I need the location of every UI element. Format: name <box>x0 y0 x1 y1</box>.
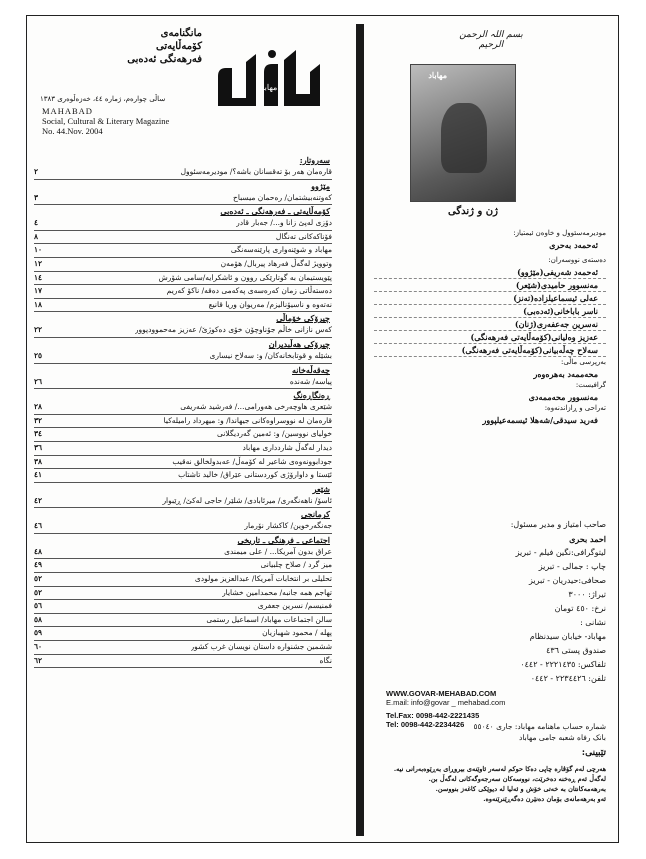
toc-entry-title: دیدار لەگەڵ شاردداری مهاباد <box>242 442 332 452</box>
notice-line: لەگەڵ ئەم ڕەخنە دەخرێت، نووسەکان سەرجەوگەکانی لەگەڵ بن. <box>428 775 606 783</box>
toc-section-heading: ڕەنگاڕەنگ <box>293 390 330 401</box>
toc-section-heading: شێعر <box>312 483 330 494</box>
notice-line: هەرچی لەم گۆڤارە چاپی دەکا حوکم لەسەر ئاوێنەی بیروڕای بەڕێوەبەرانی نیە. <box>393 765 606 773</box>
toc-entry-title: نەتەوە و ناسیۆنالیزم/ مەریوان وریا قانیع <box>208 299 332 309</box>
toc-section-heading: چەقەڵەخانە <box>292 364 330 375</box>
imprint-line: نشانی : <box>580 618 606 627</box>
toc-entry <box>34 415 332 429</box>
toc-entry-title: قارەمان هەر بۆ تەقسانان باشە؟/ مودیرمەسئوول <box>180 167 332 176</box>
imprint-line: نرخ: ٤٥٠ تومان <box>554 604 606 613</box>
toc-entry-page: ٤١ <box>34 470 43 480</box>
imprint-line: صاحب امتیاز و مدیر مسئول: <box>510 520 606 529</box>
bank-account: شماره حساب ماهنامه مهاباد: جاری ٥٥٠٤٠ <box>473 722 606 731</box>
masthead-subtitle-2: کۆمەڵایەتی <box>155 41 202 52</box>
toc-entry <box>34 587 332 601</box>
toc-entry-page: ١٨ <box>34 299 43 309</box>
toc-entry-page: ٥٨ <box>34 614 43 624</box>
toc-entry-title: قارەمان لە نووسراوەکانی جیهاندا/ و: میهرداد رامیلەکیا <box>163 415 332 425</box>
graphic-label: گرافیست: <box>575 381 606 389</box>
toc-entry <box>34 272 332 286</box>
toc-entry-title: میز گرد / صلاح چلبیانی <box>260 560 332 570</box>
toc-list <box>34 154 332 668</box>
toc-entry <box>34 350 332 364</box>
toc-entry-page: ١٠ <box>34 245 43 255</box>
imprint-line: مهاباد- خیابان سیدنظام <box>529 632 606 641</box>
toc-entry-page: ٣ <box>34 192 39 202</box>
cover-figure <box>441 103 487 173</box>
toc-entry-page: ٢٦ <box>34 376 43 386</box>
toc-entry-page: ٥٢ <box>34 574 43 584</box>
toc-entry-title: فمنیسم/ نسرین جعفری <box>257 601 332 611</box>
masthead-subtitle-3 <box>127 54 202 65</box>
toc-section-heading: کرمانجی <box>300 509 330 520</box>
persian-imprint <box>374 518 606 686</box>
toc-entry-title: جودابوونەوەی شاعیر لە کۆمەڵ/ عەبدولخالق نەقیب <box>172 456 332 466</box>
toc-entry-title: ششمین جشنواره داستان نویسان غرب کشور <box>190 642 332 652</box>
toc-entry-page: ٦٠ <box>34 642 43 652</box>
editorial-board-member: ئەحمەد شەریفی(مێژوو) <box>374 266 606 279</box>
editorial-board-member: ناسر باباخانی(ئەدەبی) <box>374 305 606 318</box>
graphic-name: مەنسوور محەممەدی <box>528 392 598 402</box>
imprint-line: تیراژ: ٣٠٠٠ <box>568 590 606 599</box>
toc-entry <box>34 231 332 245</box>
toc-entry-title: مهاباد و شوێنەواری پارێنەسەنگی <box>230 245 332 255</box>
toc-entry-page: ٤٩ <box>34 560 43 570</box>
owner-label: مودیرمەسئوول و خاوەن ئیمتیاز: <box>513 229 606 237</box>
toc-entry <box>34 442 332 456</box>
masthead-subtitle-4-text: ئەدەبی <box>127 54 157 65</box>
toc-entry <box>34 244 332 258</box>
toc-entry <box>34 192 332 206</box>
editorial-board-member: سەلاح چەڵەبیانی(کۆمەڵایەتی فەرهەنگی) <box>374 344 606 357</box>
masthead-subtitle-1: مانگنامەی <box>160 28 202 39</box>
masthead <box>34 24 332 152</box>
vertical-black-bar <box>356 24 364 836</box>
toc-entry <box>34 655 332 669</box>
toc-entry-title: جەنگەرخوین/ کاکشار نۆرمار <box>244 521 332 531</box>
toc-entry <box>34 559 332 573</box>
toc-entry-title: دۆزی لەپێ زانا و.../ جەبار قادر <box>236 218 332 228</box>
masthead-subtitle-3-text: فەرهەنگی <box>159 54 202 65</box>
toc-entry-title: وتوویژ لەگەڵ فەرهاد پیربال/ هۆمەن <box>220 258 332 268</box>
imprint-line: لیتوگرافی:نگین فیلم - تبریز <box>515 548 606 557</box>
toc-entry <box>34 520 332 534</box>
cover-caption: ژن و ژندگی <box>448 206 498 217</box>
toc-entry-title: فۆناکەکانی تەنگال <box>275 231 332 241</box>
telfax: Tel.Fax: 0098-442-2221435 <box>386 711 480 720</box>
toc-entry-title: شێعری هاوچەرخی هەورامی.../ فەرشید شەریفی <box>180 402 332 412</box>
logo-lettering: مهاباد <box>258 83 278 92</box>
magazine-name-en: MAHABAD <box>42 106 93 116</box>
toc-entry-title: تهاجم همه جانبه/ محمدامین خشایار <box>222 587 332 597</box>
design-label: تەراحی و ڕازاندنەوە: <box>544 404 606 412</box>
editorial-board <box>374 266 606 357</box>
imprint-line: صحافی:حیدریان - تبریز <box>528 576 606 585</box>
toc-entry <box>34 546 332 560</box>
toc-entry-page: ٣٨ <box>34 456 43 466</box>
toc-entry-page: ٤٨ <box>34 546 43 556</box>
notice-text <box>374 764 606 804</box>
design-name: فەرید سیدقی/شەهلا ئیسمەعیلپوور <box>482 415 598 425</box>
toc-entry-page: ١٢ <box>34 258 43 268</box>
toc-entry <box>34 641 332 655</box>
toc-entry <box>34 627 332 641</box>
magazine-tagline-en: Social, Cultural & Literary Magazine <box>42 116 170 126</box>
toc-entry <box>34 401 332 415</box>
email: E.mail: info@govar _ mehabad.com <box>386 698 506 707</box>
toc-section-heading: کۆمەڵایەتی ـ فەرهەنگی ـ ئەدەبی <box>220 206 330 217</box>
toc-section-heading: مێژوو <box>311 180 330 191</box>
toc-entry <box>34 614 332 628</box>
toc-entry-page: ٤٢ <box>34 495 43 505</box>
toc-entry-page: ٨ <box>34 231 39 241</box>
editorial-board-member: مەنسوور حامیدی(شێعر) <box>374 279 606 292</box>
toc-entry-title: پهله / محمود شهبازیان <box>262 628 332 638</box>
telephone: Tel: 0098-442-2234426 <box>386 720 465 729</box>
toc-entry-title: کەس نازانی خاڵم جۆناوچۆن خۆی دەکوژێ/ عەزیز مەحموودپوور <box>134 325 332 335</box>
editorial-board-member: نەسرین جەعفەری(ژنان) <box>374 318 606 331</box>
toc-entry <box>34 324 332 338</box>
toc-entry-title: بشێلە و قوتابخانەکان/ و: سەلاح نیساری <box>209 350 332 360</box>
toc-entry-title: خولیای نووسین/ و: ئەمین گەردیگلانی <box>217 429 332 439</box>
toc-entry <box>34 495 332 509</box>
toc-section-heading: اجتماعی ـ فرهنگی ـ تاریخی <box>237 534 330 545</box>
notice-line: بەرهەمەکانتان بە خەتی خۆش و ئەلیا لە دیوێکی کاغەز بنووسن. <box>435 785 606 793</box>
toc-entry <box>34 217 332 231</box>
bismillah-calligraphy: بسم اللہ الرحمن الرحیم <box>459 30 523 50</box>
toc-entry <box>34 285 332 299</box>
toc-entry-title: نگاه <box>319 655 332 665</box>
imprint-line: احمد بحری <box>569 534 606 544</box>
editorial-board-member: عەزیز وەلیانی(کۆمەڵایەتی فەرهەنگی) <box>374 331 606 344</box>
toc-entry-title: ئاسۆ/ ناهەنگەری/ میرئابادی/ شلێر/ حاجی لەکێ/ ڕێبوار <box>162 495 332 505</box>
credits-column <box>356 24 618 834</box>
toc-entry-page: ١٤ <box>34 272 43 282</box>
toc-entry-title: کەوتنەبیشتمان/ رەحمان میسباح <box>233 192 332 202</box>
finance-name: محەممەد بەهرەوەر <box>533 369 598 379</box>
toc-entry-page: ٦٢ <box>34 655 43 665</box>
toc-entry <box>34 166 332 180</box>
toc-entry-page: ٤٦ <box>34 521 43 531</box>
toc-entry <box>34 428 332 442</box>
notice-title: تێبینی: <box>581 748 606 758</box>
toc-entry <box>34 573 332 587</box>
toc-entry-page: ٢ <box>34 167 39 176</box>
toc-entry <box>34 456 332 470</box>
website: WWW.GOVAR-MEHABAD.COM <box>386 689 497 698</box>
staff-list <box>374 228 606 426</box>
toc-entry <box>34 376 332 390</box>
toc-entry-page: ٣٢ <box>34 415 43 425</box>
toc-entry-page: ٥٩ <box>34 628 43 638</box>
cover-image <box>410 64 516 202</box>
toc-entry-title: تحلیلی بر انتخابات آمریکا/ عبدالعزیز مولودی <box>194 574 332 584</box>
table-of-contents-column <box>34 24 332 834</box>
toc-entry-page: ٣٤ <box>34 429 43 439</box>
toc-entry <box>34 600 332 614</box>
toc-entry-title: پێویستیمان بە گوتارێکی روون و ئاشکرایە/سامی شۆرش <box>158 272 332 282</box>
imprint-line: تلفن: ٢٢٣٤٤٢٦ - ٠٤٤٢ <box>530 674 606 683</box>
toc-entry-page: ٤ <box>34 218 39 228</box>
toc-entry-title: ئێستا و داوارۆژی کوردستانی عێراق/ خالید تاشتاب <box>178 470 332 480</box>
mahabad-logo-icon <box>212 46 324 114</box>
issue-info-kurdish: ساڵی چوارەم، ژمارە ٤٤، خەزەڵوەری ١٣٨٣ <box>40 95 166 103</box>
imprint-line: تلفاکس: ٢٢٢١٤٣٥ - ٠٤٤٢ <box>520 660 606 669</box>
finance-label: بەرپرسی ماڵی: <box>560 358 606 366</box>
toc-entry <box>34 469 332 483</box>
editorial-board-member: عەلی ئیسماعیلزادە(تەنز) <box>374 292 606 305</box>
toc-entry-page: ٥٢ <box>34 587 43 597</box>
toc-entry-page: ٢٢ <box>34 325 43 335</box>
toc-entry-title: سالن اجتماعات مهاباد/ اسماعیل رستمی <box>206 614 332 624</box>
toc-entry-page: ٥٦ <box>34 601 43 611</box>
notice-line: ئەو بەرهەمانەی بۆمان دەنێرن دەگەڕێنرێنەوە. <box>483 795 606 803</box>
bank-info <box>374 721 606 743</box>
toc-entry-page: ٢٥ <box>34 350 43 360</box>
toc-entry-title: پیاسە/ شەنده <box>289 376 332 386</box>
toc-section-heading: چیرۆکی هەڵبدیران <box>268 338 330 349</box>
toc-entry <box>34 258 332 272</box>
imprint-line: صندوق پستی ٤٣٦ <box>546 646 606 655</box>
editorial-board-label: دەستەی نووسەران: <box>548 256 606 264</box>
bank-branch: بانک رفاه شعبه جامی مهاباد <box>519 733 606 742</box>
toc-section-heading: سەروتار: <box>299 155 330 165</box>
masthead-english <box>42 106 169 136</box>
imprint-line: چاپ : جمالی - تبریز <box>538 562 606 571</box>
issue-number-en: No. 44.Nov. 2004 <box>42 126 103 136</box>
toc-entry-page: ٣٦ <box>34 442 43 452</box>
toc-entry <box>34 299 332 313</box>
toc-section-heading: چیرۆکی خۆماڵی <box>276 313 330 324</box>
toc-entry-title: عراق بدون آمریکا... / علی میمندی <box>224 546 332 556</box>
toc-entry-page: ١٧ <box>34 286 43 296</box>
owner-name: ئەحمەد بەحری <box>549 240 598 250</box>
toc-entry-page: ٢٨ <box>34 402 43 412</box>
cover-logo: مهاباد <box>428 70 447 80</box>
toc-entry-title: دەستەڵاتی زمان کەرەسەی پەکەمی دەقە/ ناکۆ کەریم <box>166 286 332 296</box>
